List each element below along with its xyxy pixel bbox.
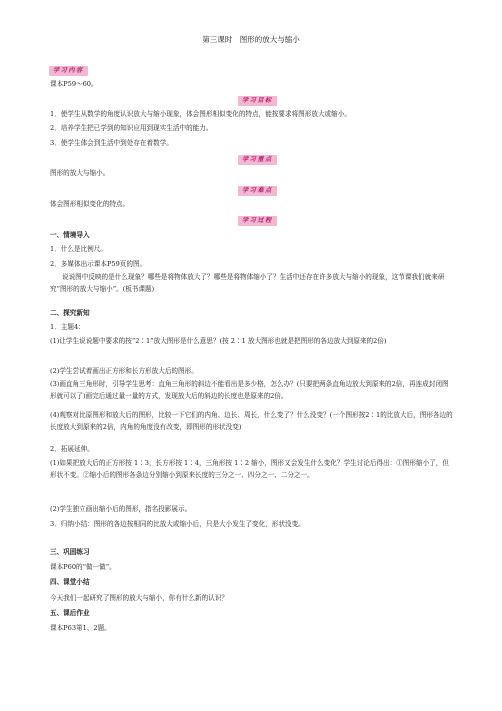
section-2-item-1b: (2)学生尝试着画出正方形和长方形放大后的图形。 bbox=[50, 367, 198, 375]
section-3-item-1: 课本P60的“做一做”。 bbox=[50, 563, 116, 571]
section-heading-2: 二、探究新知 bbox=[50, 309, 90, 317]
section-2-item-1a: (1)让学生说说题中要求的按“2∶1”放大图形是什么意思？(按 2∶1 放大图形也就是把图形的各边放大到原来的2倍) bbox=[50, 337, 387, 345]
goal-item-2: 2．培养学生把已学到的知识应用到现实生活中的能力。 bbox=[50, 124, 213, 132]
content-reference: 课本P59～60。 bbox=[50, 80, 98, 88]
page-title: 第三课时 图形的放大与缩小 bbox=[202, 35, 300, 44]
section-2-item-2a: (1)如果把放大后的正方形按 1∶3，长方形按 1∶4，三角形按 1∶2 缩小，图形又会发生什么变化？学生讨论后得出：①图形缩小了，但形状不变。②缩小后的图形各条边分别缩小到原来长度的三分之一、四分之一、二分之一。 bbox=[50, 459, 449, 479]
badge-key-point: 学习重点 bbox=[238, 155, 277, 165]
goal-item-3: 3．使学生体会到生活中到处存在着数学。 bbox=[50, 139, 173, 147]
section-1-paragraph: 说说图中反映的是什么现象？哪些是将物体放大了？哪些是将物体缩小了？生活中还存在许多放大与缩小的现象，这节课我们就来研究“图形的放大与缩小”。(板书课题) bbox=[50, 273, 445, 293]
section-2-item-1: 1．主题4： bbox=[50, 323, 85, 331]
section-2-item-3: 3．归纳小结：图形的各边按相同的比放大或缩小后，只是大小发生了变化，形状没变。 bbox=[50, 520, 305, 528]
section-heading-1: 一、情境导入 bbox=[50, 231, 90, 239]
difficulty-text: 体会图形相似变化的特点。 bbox=[50, 200, 130, 208]
section-2-item-2b: (2)学生独立画出缩小后的图形，指名投影展示。 bbox=[50, 505, 192, 513]
section-5-item-1: 课本P63第1、2题。 bbox=[50, 624, 111, 632]
goal-item-1: 1．使学生从数学的角度认识放大与缩小现象，体会图形相似变化的特点，能按要求将图形放大或缩小。 bbox=[50, 110, 351, 118]
badge-study-process: 学习过程 bbox=[238, 216, 277, 226]
section-1-item-2: 2．多媒体出示课本P59页的图。 bbox=[50, 260, 147, 268]
badge-difficulty: 学习难点 bbox=[238, 186, 277, 196]
section-heading-3: 三、巩固练习 bbox=[50, 548, 90, 556]
section-1-item-1: 1．什么是比例尺。 bbox=[50, 245, 107, 253]
section-2-item-1d: (4)观察对比原图形和放大后的图形，比较一下它们的内角、边长、周长，什么变了？什么没变？(一个图形按2∶1的比放大后，图形各边的长度放大到原来的2倍，内角的角度没有改变，即图形的形状没变) bbox=[50, 411, 453, 431]
badge-study-content: 学习内容 bbox=[49, 66, 88, 76]
section-4-item-1: 今天我们一起研究了图形的放大与缩小，你有什么新的认识？ bbox=[50, 594, 229, 602]
section-2-item-2: 2．拓展延伸。 bbox=[50, 445, 94, 453]
section-2-item-1c: (3)画直角三角形时，引导学生思考：直角三角形的斜边不能看出是多少格，怎么办？(只要把两条直角边放大到原来的2倍，再连成封闭图形就可以了)画完后通过量一量的方式，发现放大后的斜边的长度也是原来的2倍。 bbox=[50, 380, 449, 400]
badge-study-goals: 学习目标 bbox=[238, 96, 277, 106]
section-heading-5: 五、课后作业 bbox=[50, 609, 90, 617]
key-point-text: 图形的放大与缩小。 bbox=[50, 169, 110, 177]
section-heading-4: 四、课堂小结 bbox=[50, 578, 90, 586]
